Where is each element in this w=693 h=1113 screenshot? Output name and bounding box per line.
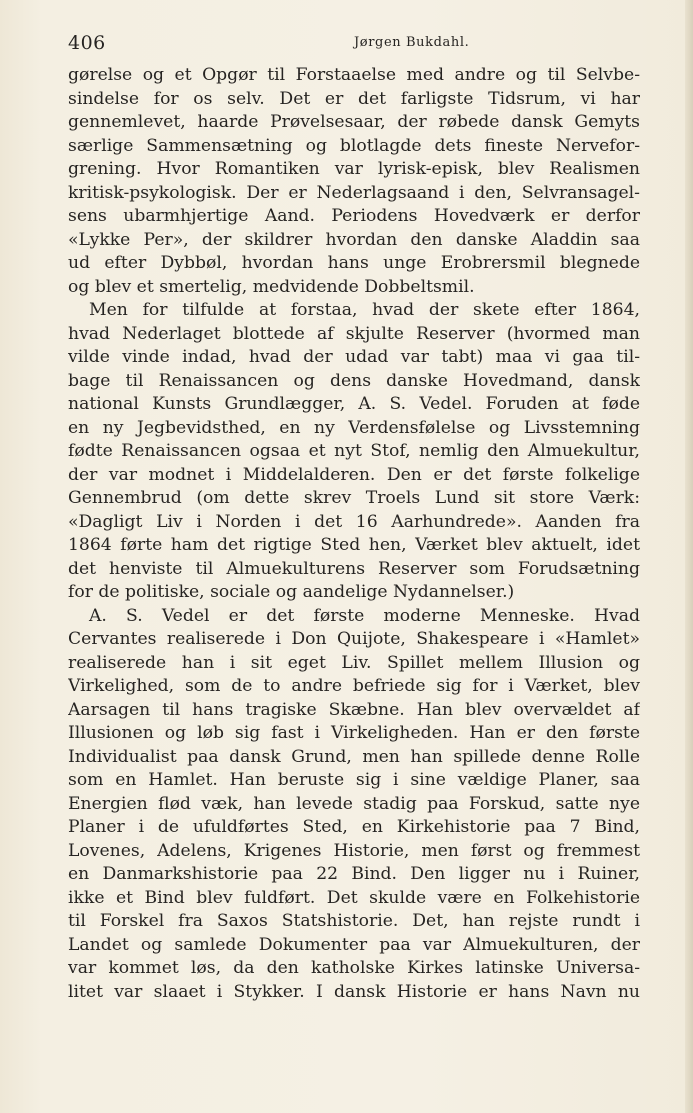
text-line: Cervantes realiserede i Don Quijote, Shakespeare i «Hamlet» [68, 629, 640, 649]
text-line: A. S. Vedel er det første moderne Menneske. Hvad [89, 605, 640, 626]
text-line: var kommet løs, da den katholske Kirkes latinske Universa- [68, 958, 640, 978]
page-edge-shadow [685, 0, 693, 1113]
text-line: Illusionen og løb sig fast i Virkeligheden. Han er den første [68, 723, 640, 743]
text-line: 1864 førte ham det rigtige Sted hen, Værket blev aktuelt, idet [68, 535, 640, 555]
text-line: en Danmarkshistorie paa 22 Bind. Den ligger nu i Ruiner, [68, 864, 640, 884]
text-line: litet var slaaet i Stykker. I dansk Historie er hans Navn nu [68, 981, 640, 1002]
text-line: fødte Renaissancen ogsaa et nyt Stof, nemlig den Almuekultur, [68, 441, 640, 461]
text-line: vilde vinde indad, hvad der udad var tabt) maa vi gaa til- [68, 347, 640, 367]
text-line: Virkelighed, som de to andre befriede sig for i Værket, blev [68, 676, 640, 696]
running-head: Jørgen Bukdahl. [354, 35, 470, 50]
text-line: Lovenes, Adelens, Krigenes Historie, men først og fremmest [68, 840, 640, 861]
text-line: gennemlevet, haarde Prøvelsesaar, der røbede dansk Gemyts [68, 112, 640, 132]
text-line: «Lykke Per», der skildrer hvordan den danske Aladdin saa [68, 229, 640, 250]
text-line: til Forskel fra Saxos Statshistorie. Det, han rejste rundt i [68, 911, 640, 931]
text-line: Planer i de ufuldførtes Sted, en Kirkehistorie paa 7 Bind, [68, 817, 640, 837]
text-line: og blev et smertelig, medvidende Dobbeltsmil. [68, 276, 475, 297]
text-line: gørelse og et Opgør til Forstaaelse med andre og til Selvbe- [68, 65, 640, 85]
text-line: bage til Renaissancen og dens danske Hovedmand, dansk [68, 370, 640, 391]
text-line: det henviste til Almuekulturens Reserver som Forudsætning [68, 558, 640, 579]
text-line: ikke et Bind blev fuldført. Det skulde være en Folkehistorie [68, 887, 640, 908]
body-text [68, 64, 640, 1004]
text-line: særlige Sammensætning og blotlagde dets fineste Nervefor- [68, 135, 640, 156]
text-line: der var modnet i Middelalderen. Den er det første folkelige [68, 464, 640, 485]
text-line: kritisk-psykologisk. Der er Nederlagsaand i den, Selvransagel- [68, 182, 640, 203]
text-line: sindelse for os selv. Det er det farligste Tidsrum, vi har [68, 88, 640, 109]
text-line: grening. Hvor Romantiken var lyrisk-episk, blev Realismen [68, 159, 640, 179]
text-line: Landet og samlede Dokumenter paa var Almuekulturen, der [68, 934, 640, 955]
text-line: realiserede han i sit eget Liv. Spillet mellem Illusion og [68, 652, 640, 673]
text-line: hvad Nederlaget blottede af skjulte Reserver (hvormed man [68, 323, 640, 344]
text-line: for de politiske, sociale og aandelige Nydannelser.) [68, 582, 515, 602]
page-number: 406 [68, 32, 106, 54]
text-line: Energien flød væk, han levede stadig paa Forskud, satte nye [68, 793, 640, 814]
text-line: Individualist paa dansk Grund, men han spillede denne Rolle [68, 746, 640, 767]
page-header [68, 32, 640, 58]
text-line: Aarsagen til hans tragiske Skæbne. Han blev overvældet af [68, 699, 640, 720]
text-line: som en Hamlet. Han beruste sig i sine vældige Planer, saa [68, 770, 640, 790]
text-line: «Dagligt Liv i Norden i det 16 Aarhundrede». Aanden fra [68, 511, 640, 532]
text-line: national Kunsts Grundlægger, A. S. Vedel. Foruden at føde [68, 394, 640, 414]
text-line: en ny Jegbevidsthed, en ny Verdensfølelse og Livsstemning [68, 417, 640, 438]
text-line: sens ubarmhjertige Aand. Periodens Hovedværk er derfor [68, 206, 640, 226]
text-line: Gennembrud (om dette skrev Troels Lund sit store Værk: [68, 488, 640, 508]
text-line: ud efter Dybbøl, hvordan hans unge Erobrersmil blegnede [68, 253, 640, 273]
text-line: Men for tilfulde at forstaa, hvad der skete efter 1864, [89, 300, 640, 320]
